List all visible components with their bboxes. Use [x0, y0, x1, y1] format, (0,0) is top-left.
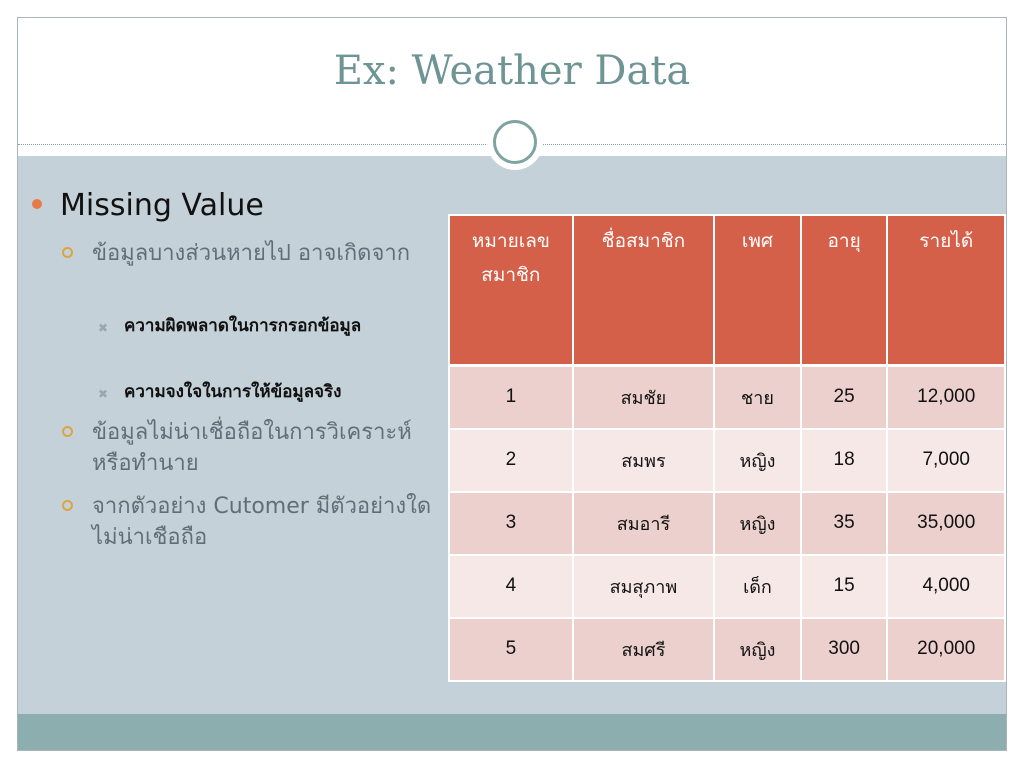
cell-id: 5	[449, 618, 573, 681]
cell-income: 4,000	[887, 555, 1005, 618]
cell-age: 15	[801, 555, 888, 618]
bullet-text: ข้อมูลบางส่วนหายไป อาจเกิดจาก	[92, 241, 411, 266]
bullet-text: จากตัวอย่าง Cutomer มีตัวอย่างใดไม่น่าเชือถือ	[92, 494, 432, 550]
divider-ring-icon	[493, 120, 537, 164]
header-gender: เพศ	[714, 215, 801, 365]
bullet-text: Missing Value	[60, 188, 264, 223]
table-row	[449, 429, 1005, 492]
cell-name: สมสุภาพ	[573, 555, 714, 618]
bullet-unreliable	[62, 417, 442, 479]
sub-bullet-text: ความจงใจในการให้ข้อมูลจริง	[124, 382, 342, 402]
ring-bullet-icon	[62, 247, 73, 258]
cross-bullet-icon: ✖	[98, 321, 109, 335]
sub-bullet-input-error	[98, 312, 428, 341]
ring-bullet-icon	[62, 500, 73, 511]
cell-name: สมพร	[573, 429, 714, 492]
cell-gender: เด็ก	[714, 555, 801, 618]
cell-name: สมอารี	[573, 492, 714, 555]
cell-name: สมศรี	[573, 618, 714, 681]
cell-name: สมชัย	[573, 365, 714, 429]
cell-age: 25	[801, 365, 888, 429]
header-member-name: ชื่อสมาชิก	[573, 215, 714, 365]
table-row	[449, 618, 1005, 681]
cross-bullet-icon: ✖	[98, 387, 109, 401]
slide	[17, 17, 1007, 751]
cell-age: 35	[801, 492, 888, 555]
cell-id: 2	[449, 429, 573, 492]
cell-id: 4	[449, 555, 573, 618]
cell-gender: หญิง	[714, 492, 801, 555]
sub-bullet-text: ความผิดพลาดในการกรอกข้อมูล	[124, 316, 362, 336]
bullet-partial-missing	[62, 238, 442, 269]
bullet-dot-icon	[32, 199, 42, 209]
cell-id: 3	[449, 492, 573, 555]
sub-bullet-intentional	[98, 378, 428, 407]
cell-gender: หญิง	[714, 429, 801, 492]
header-member-id: หมายเลขสมาชิก	[449, 215, 573, 365]
table-row	[449, 492, 1005, 555]
cell-gender: ชาย	[714, 365, 801, 429]
bullet-example-question	[62, 491, 442, 553]
header-age: อายุ	[801, 215, 888, 365]
table-row	[449, 365, 1005, 429]
cell-income: 12,000	[887, 365, 1005, 429]
table-row	[449, 555, 1005, 618]
ring-bullet-icon	[62, 426, 73, 437]
header-income: รายได้	[887, 215, 1005, 365]
cell-id: 1	[449, 365, 573, 429]
footer-bar	[18, 714, 1006, 750]
cell-age: 18	[801, 429, 888, 492]
slide-title: Ex: Weather Data	[333, 48, 691, 94]
cell-age: 300	[801, 618, 888, 681]
cell-income: 20,000	[887, 618, 1005, 681]
cell-income: 35,000	[887, 492, 1005, 555]
customer-table	[448, 214, 1006, 682]
cell-income: 7,000	[887, 429, 1005, 492]
cell-gender: หญิง	[714, 618, 801, 681]
bullet-missing-value	[32, 188, 264, 223]
bullet-text: ข้อมูลไม่น่าเชื่อถือในการวิเคราะห์หรือทำนาย	[92, 420, 412, 476]
table-header-row	[449, 215, 1005, 365]
